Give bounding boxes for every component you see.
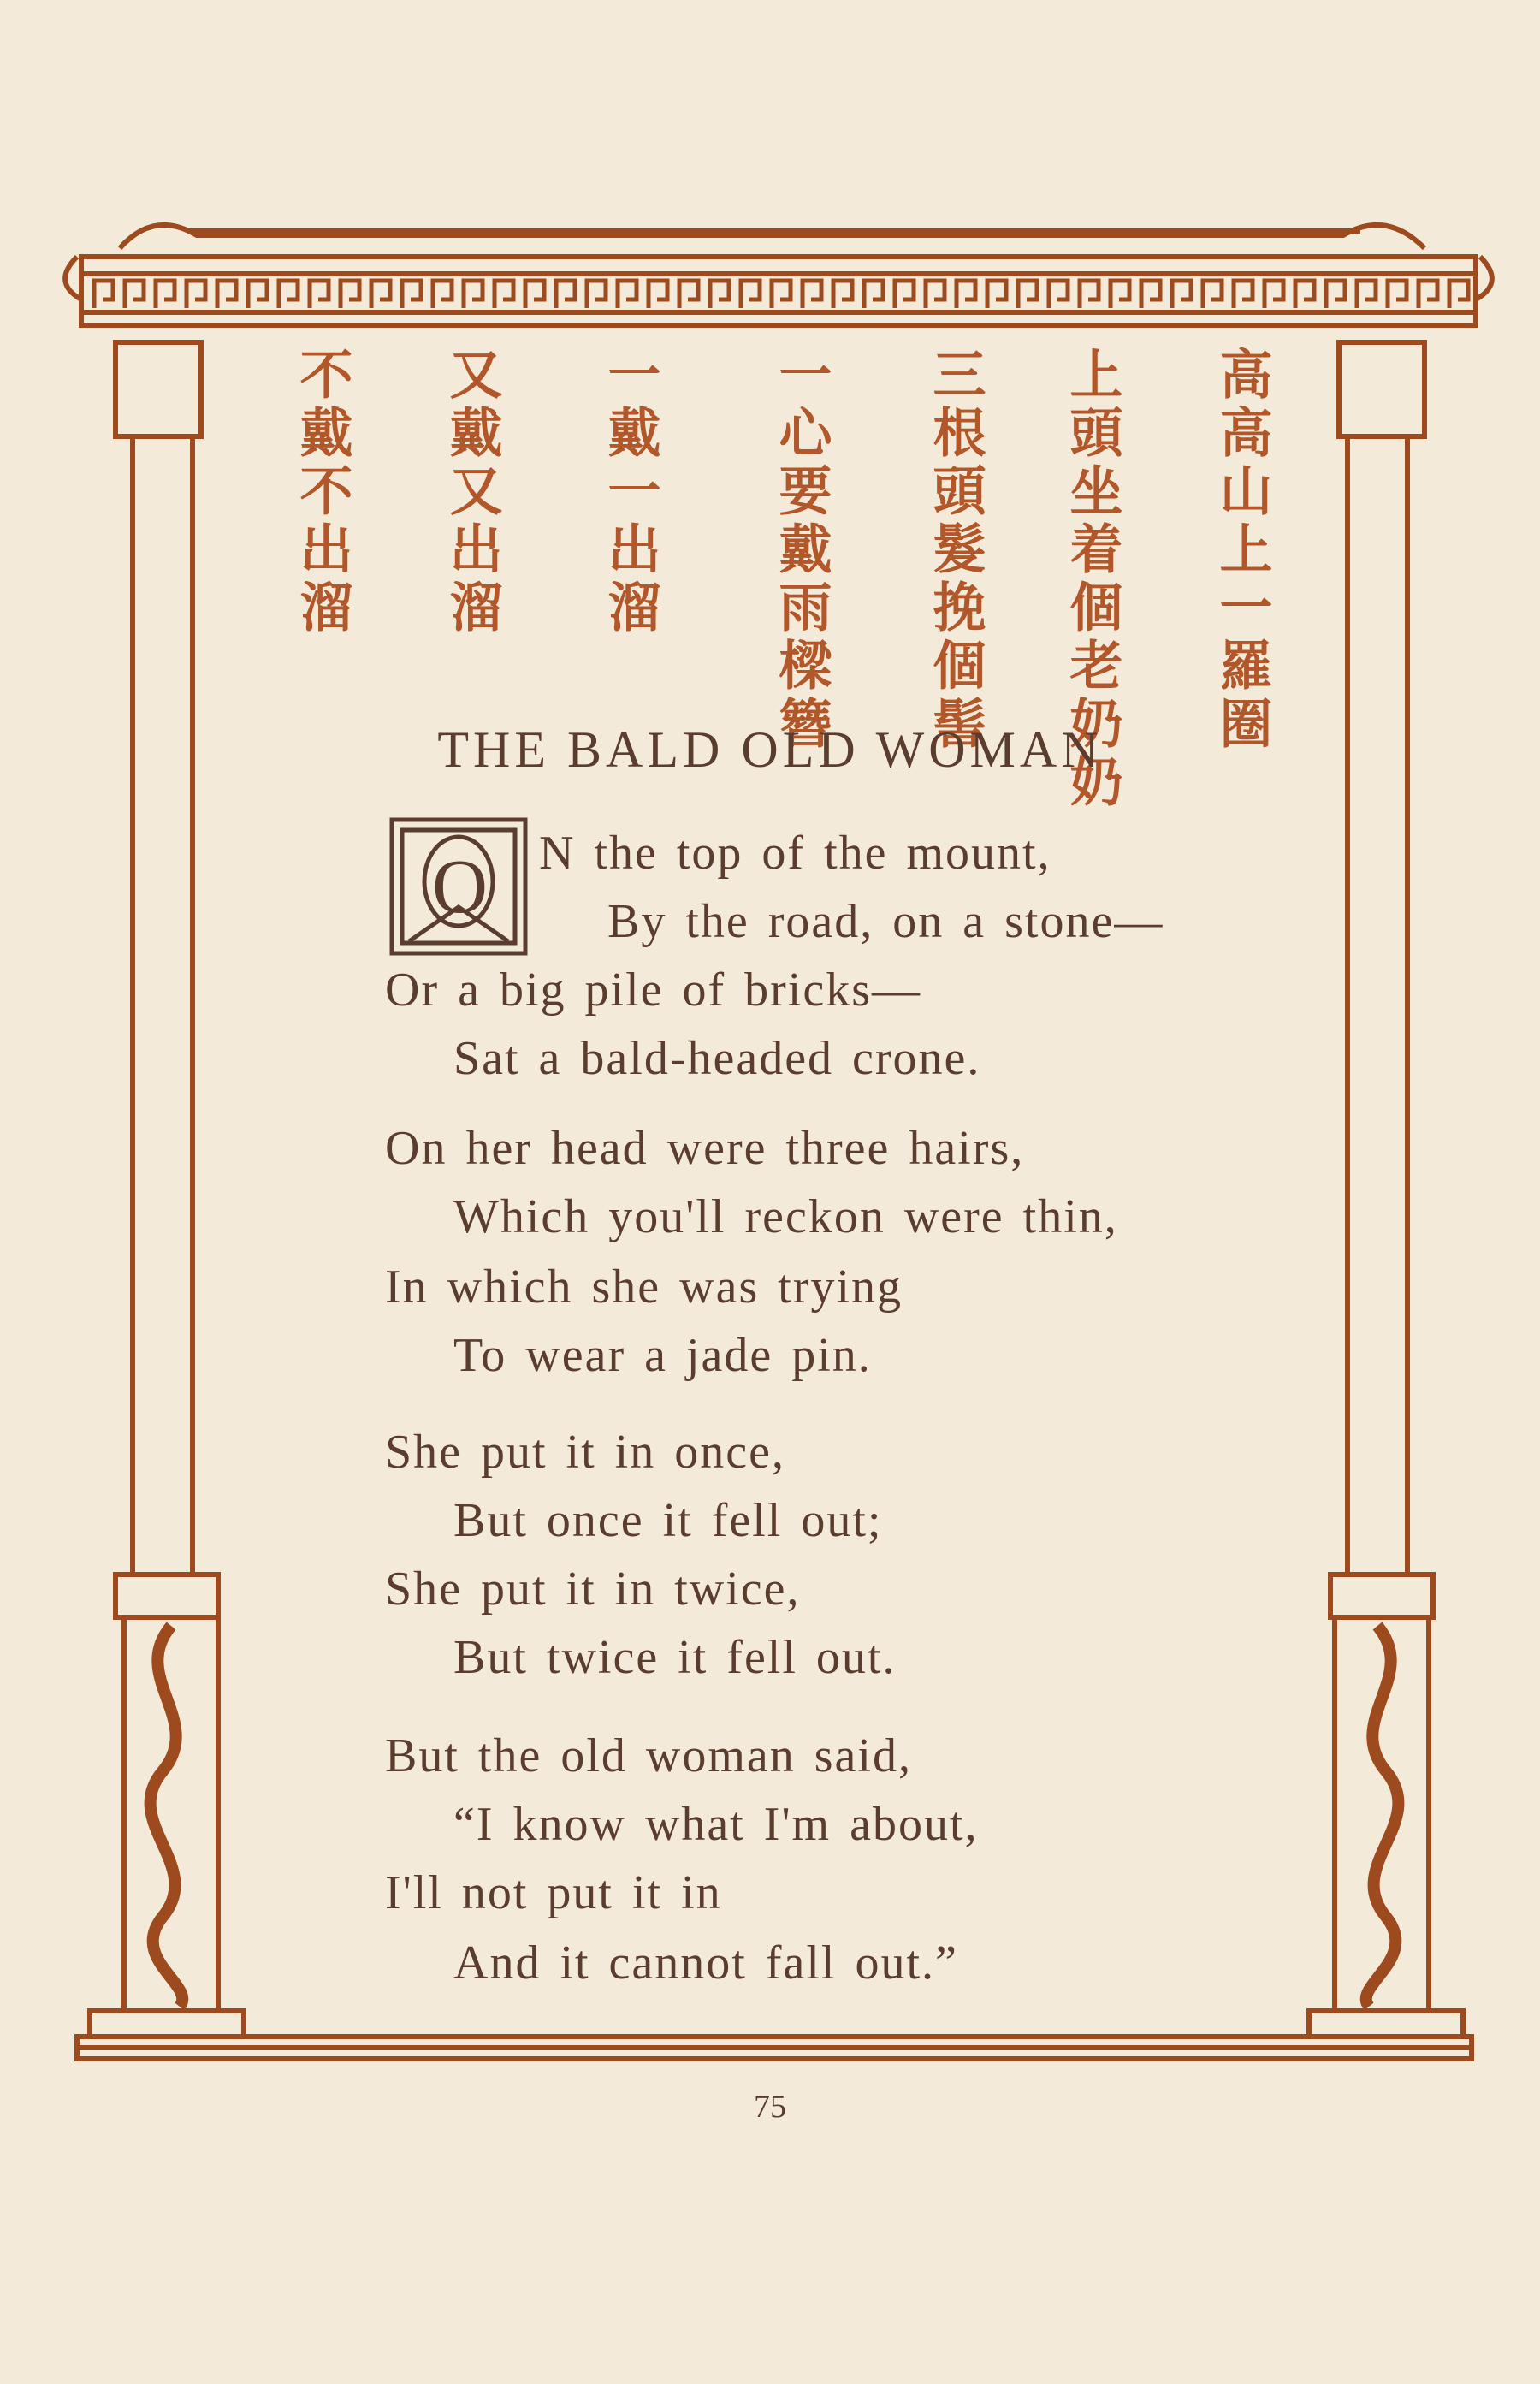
poem-line: She put it in twice,: [385, 1563, 801, 1616]
dropcap-letter: O: [432, 845, 488, 929]
chinese-column-3: 三根頭髮挽個髻: [924, 347, 986, 754]
poem-title: THE BALD OLD WOMAN: [437, 721, 1103, 778]
poem-line: Which you'll reckon were thin,: [453, 1190, 1118, 1243]
left-pillar: [90, 342, 244, 2037]
poem-line: On her head were three hairs,: [385, 1122, 1025, 1175]
poem-line: But twice it fell out.: [453, 1631, 897, 1684]
poem-line: In which she was trying: [385, 1260, 903, 1314]
poem-line: By the road, on a stone—: [607, 895, 1164, 948]
base-bar: [77, 2037, 1472, 2059]
roof-ornament: [65, 225, 1492, 325]
poem-line: To wear a jade pin.: [453, 1329, 872, 1382]
poem-line: I'll not put it in: [385, 1866, 722, 1919]
right-dragon: [1366, 1626, 1399, 2007]
chinese-column-6: 又戴又出溜: [441, 347, 503, 638]
poem-line: But once it fell out;: [453, 1494, 883, 1547]
right-pillar: [1309, 342, 1463, 2037]
poem-line: But the old woman said,: [385, 1729, 912, 1782]
left-dragon: [151, 1626, 183, 2007]
chinese-column-7: 不戴不出溜: [291, 347, 353, 638]
chinese-column-2: 上頭坐着個老奶奶: [1061, 347, 1123, 812]
poem-line: “I know what I'm about,: [453, 1798, 979, 1851]
poem-line: She put it in once,: [385, 1426, 785, 1479]
page-number: 75: [754, 2089, 786, 2125]
poem-line: And it cannot fall out.”: [453, 1936, 958, 1990]
poem-line: Or a big pile of bricks—: [385, 964, 921, 1017]
chinese-column-4: 一心要戴雨樑簪: [770, 347, 832, 754]
poem-line: N the top of the mount,: [539, 827, 1051, 880]
poem-line: Sat a bald-headed crone.: [453, 1032, 981, 1085]
chinese-column-5: 一戴一出溜: [599, 347, 661, 638]
chinese-column-1: 高高山上一羅圈: [1211, 347, 1273, 754]
